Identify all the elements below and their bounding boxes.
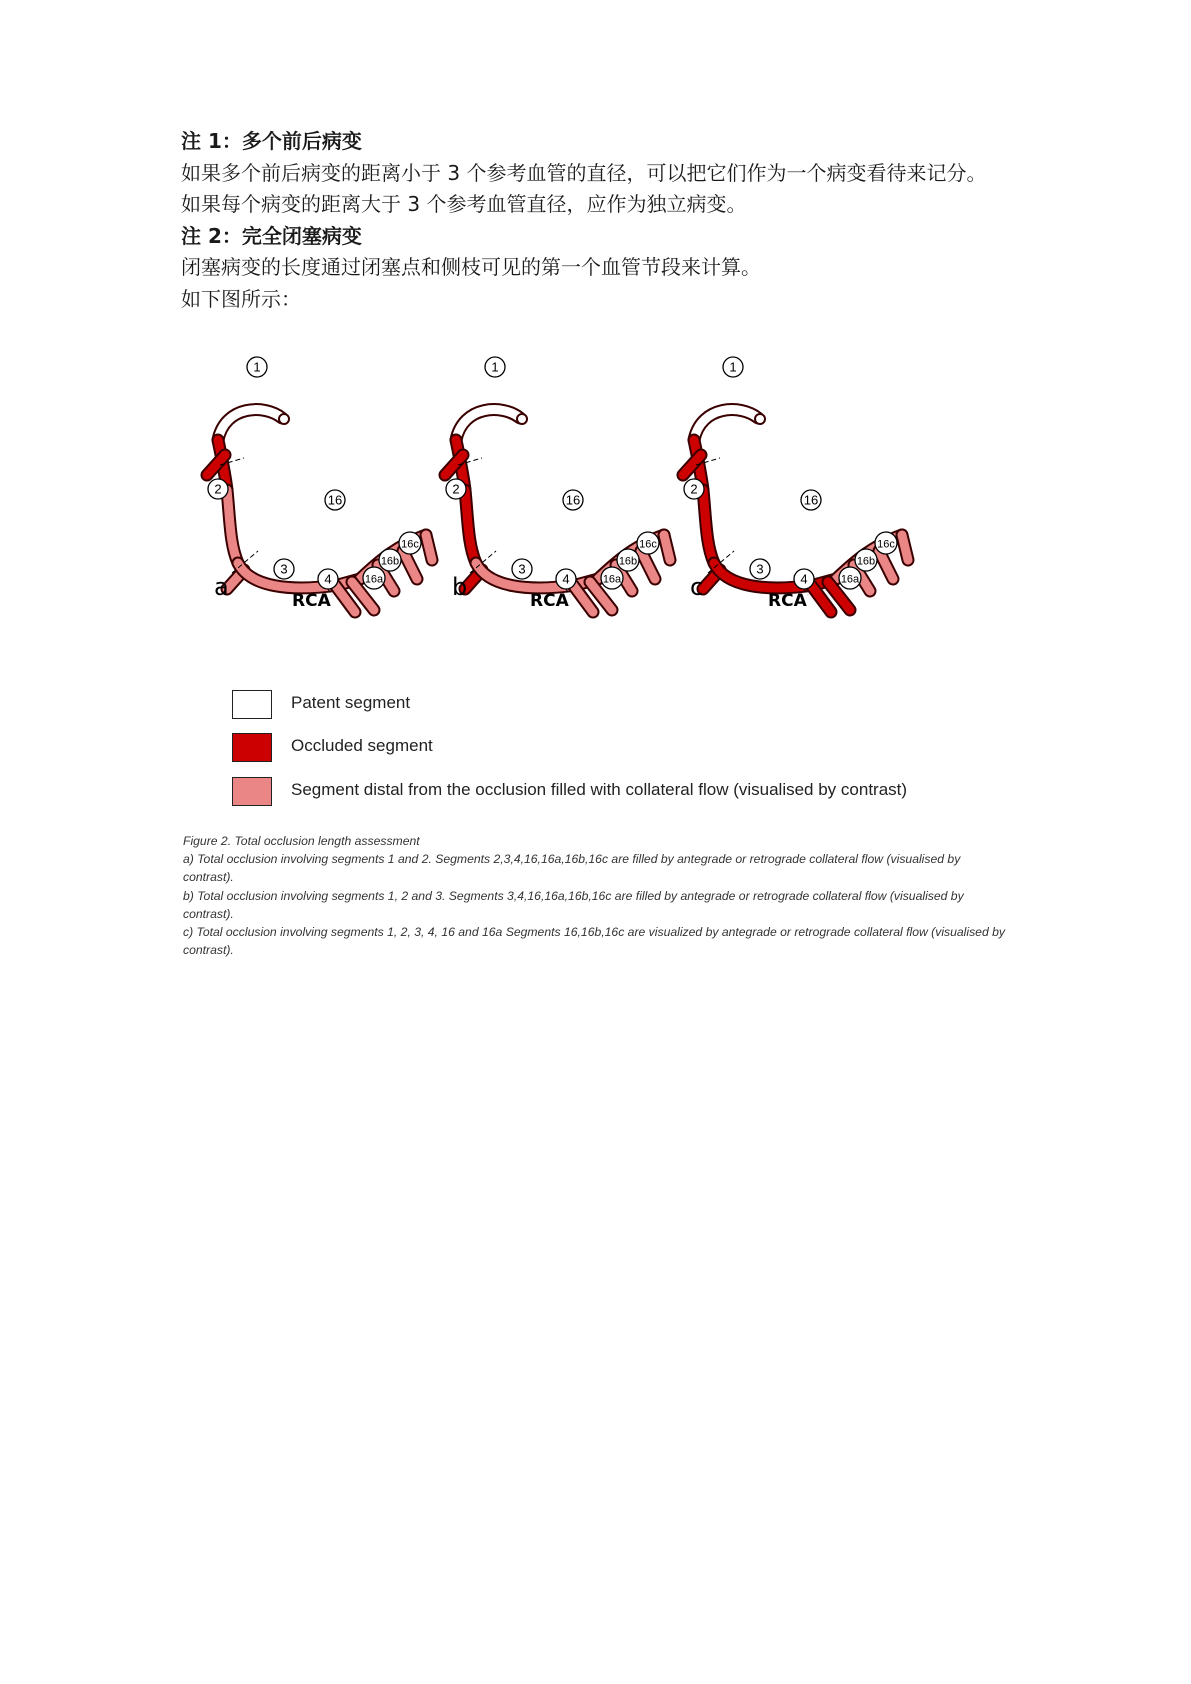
vessel-label: RCA [530, 591, 569, 611]
vessel-label: RCA [768, 591, 807, 611]
segment-label-text: 16 [565, 492, 581, 508]
legend-label-collateral: Segment distal from the occlusion filled with collateral flow (visualised by contrast) [291, 780, 908, 799]
segment-label-text: 3 [518, 561, 526, 577]
segment-label-text: 16c [401, 538, 419, 551]
caption-item-b: b) Total occlusion involving segments 1, 2 and 3. Segments 3,4,16,16a,16b,16c are filled by antegrade or retrograde collateral flow (visualised by contrast). [183, 888, 964, 921]
segment-label-16c [399, 532, 421, 554]
segment-label-1 [485, 357, 505, 377]
segment-label-text: 16b [618, 555, 638, 568]
segment-label-text: 4 [800, 571, 808, 587]
caption-item-c: c) Total occlusion involving segments 1, 2, 3, 4, 16 and 16a Segments 16,16b,16c are visualized by antegrade or retrograde collateral flow (visualised by contrast). [183, 925, 1006, 958]
panel-a [207, 357, 432, 612]
legend-swatch-patent [232, 690, 272, 719]
branch-16c-tip [902, 535, 908, 560]
segment-label-text: 2 [452, 481, 460, 497]
legend-label-occluded: Occluded segment [291, 736, 433, 755]
text-block [181, 126, 1041, 315]
segment-label-1 [723, 357, 743, 377]
segment-label-16a [601, 567, 623, 589]
note1-line-1: 如果多个前后病变的距离小于 3 个参考血管的直径，可以把它们作为一个病变看待来记分。 [181, 160, 987, 185]
segment-label-16b [855, 549, 877, 571]
panel-letter: c [690, 573, 704, 601]
segment-label-text: 16c [639, 538, 657, 551]
panel-c [683, 357, 908, 612]
vessel-label: RCA [292, 591, 331, 611]
rca-ostium [755, 414, 765, 424]
note2-line-1: 闭塞病变的长度通过闭塞点和侧枝可见的第一个血管节段来计算。 [181, 255, 761, 279]
segment-label-text: 16c [877, 538, 895, 551]
segment-label-text: 4 [324, 571, 332, 587]
segment-label-16a [363, 567, 385, 589]
segment-label-text: 4 [562, 571, 570, 587]
figure-caption [183, 832, 1008, 959]
segment-label-text: 2 [214, 481, 222, 497]
segment-label-text: 1 [253, 359, 261, 375]
segment-label-4 [556, 569, 576, 589]
segment-label-16b [617, 549, 639, 571]
segment-label-text: 16b [380, 555, 400, 568]
segment-label-text: 3 [756, 561, 764, 577]
legend-item-patent [232, 690, 1032, 720]
caption-item-a: a) Total occlusion involving segments 1 and 2. Segments 2,3,4,16,16a,16b,16c are filled by antegrade or retrograde collateral flow (visualised by contrast). [183, 852, 961, 885]
segment-label-text: 1 [491, 359, 499, 375]
rca-ostium [517, 414, 527, 424]
branch-16c-tip [426, 535, 432, 560]
panel-letter: a [214, 573, 229, 601]
segment-label-text: 1 [729, 359, 737, 375]
segment-label-2 [684, 479, 704, 499]
branch-16c-tip [664, 535, 670, 560]
segment-label-3 [750, 559, 770, 579]
rca-ostium [279, 414, 289, 424]
note1-heading: 注 1：多个前后病变 [181, 129, 362, 153]
caption-title: Figure 2. Total occlusion length assessment [183, 834, 420, 848]
segment-label-4 [318, 569, 338, 589]
note1-line-2: 如果每个病变的距离大于 3 个参考血管直径，应作为独立病变。 [181, 192, 747, 216]
segment-label-16c [875, 532, 897, 554]
branch-16c [403, 551, 417, 579]
branch-16c [641, 551, 655, 579]
segment-label-4 [794, 569, 814, 589]
segment-label-16 [563, 490, 583, 510]
panel-b [445, 357, 670, 612]
note2-line-2: 如下图所示： [181, 286, 301, 311]
segment-label-text: 16a [602, 573, 622, 586]
segment-label-16b [379, 549, 401, 571]
rca-diagram [200, 355, 960, 655]
legend-item-occluded [232, 733, 1032, 763]
segment-label-3 [512, 559, 532, 579]
segment-label-text: 2 [690, 481, 698, 497]
segment-label-2 [446, 479, 466, 499]
segment-label-16a [839, 567, 861, 589]
legend-item-collateral [232, 777, 1032, 807]
segment-label-16 [801, 490, 821, 510]
segment-label-text: 16a [840, 573, 860, 586]
segment-label-text: 16a [364, 573, 384, 586]
segment-label-16 [325, 490, 345, 510]
segment-label-text: 16 [327, 492, 343, 508]
segment-label-1 [247, 357, 267, 377]
legend-label-patent: Patent segment [291, 693, 411, 712]
panel-letter: b [452, 573, 468, 601]
branch-16c [879, 551, 893, 579]
segment-label-text: 16b [856, 555, 876, 568]
segment-label-text: 16 [803, 492, 819, 508]
segment-label-2 [208, 479, 228, 499]
segment-label-3 [274, 559, 294, 579]
legend-swatch-collateral [232, 777, 272, 806]
segment-label-16c [637, 532, 659, 554]
legend-swatch-occluded [232, 733, 272, 762]
note2-heading: 注 2：完全闭塞病变 [181, 223, 362, 248]
segment-label-text: 3 [280, 561, 288, 577]
